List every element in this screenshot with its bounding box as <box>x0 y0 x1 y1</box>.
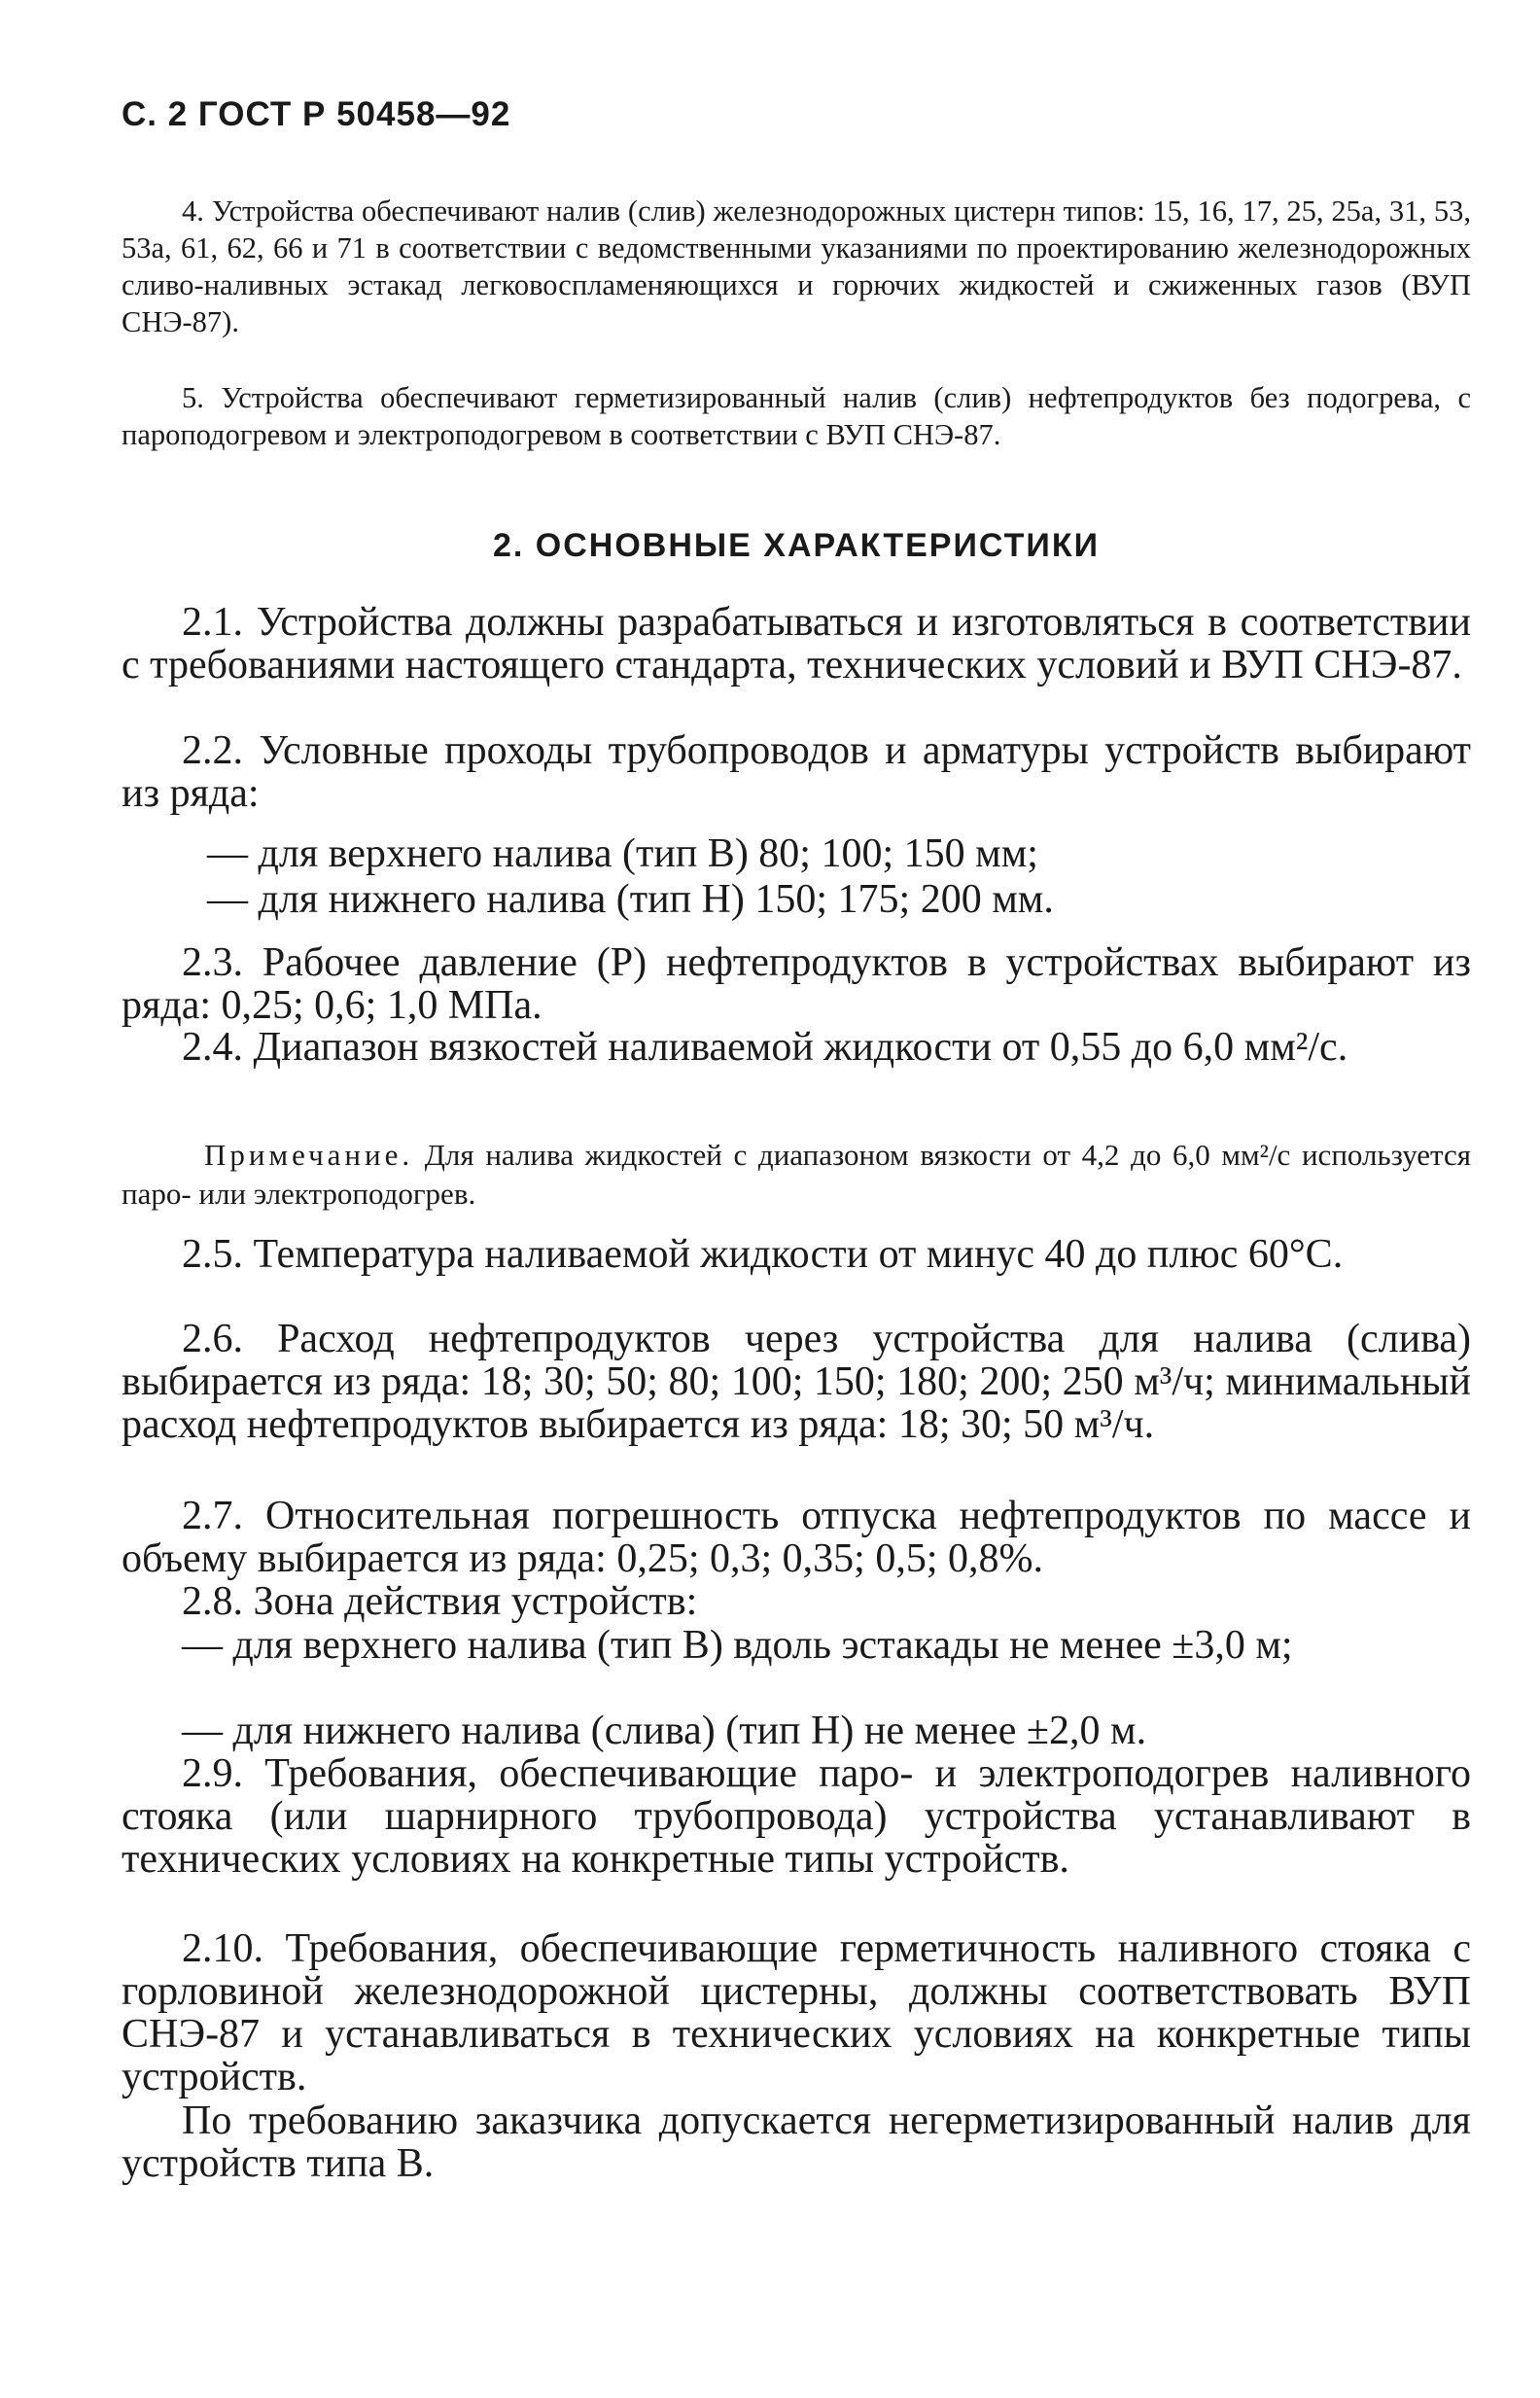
paragraph-2-10-b: По требованию заказчика допускается негерметизированный налив для устройств типа В. <box>122 2098 1471 2186</box>
paragraph-2-9: 2.9. Требования, обеспечивающие паро- и электроподогрев наливного стояка (или шарнирного трубопровода) устройства устанавливают в технических условиях на конкретные типы устройств. <box>122 1751 1471 1882</box>
note-label: Примечание. <box>204 1138 414 1172</box>
paragraph-4: 4. Устройства обеспечивают налив (слив) железнодорожных цистерн типов: 15, 16, 17, 25, 25а, 31, 53, 53а, 61, 62, 66 и 71 в соответствии с ведомственными указаниями по проектированию железнодорожных сливо-наливных эстакад легковоспламеняющихся и горючих жидкостей и сжиженных газов (ВУП СНЭ-87). <box>122 194 1471 338</box>
paragraph-2-7: 2.7. Относительная погрешность отпуска нефтепродуктов по массе и объему выбирается из ряда: 0,25; 0,3; 0,35; 0,5; 0,8%. <box>122 1494 1471 1581</box>
paragraph-2-6: 2.6. Расход нефтепродуктов через устройства для налива (слива) выбирается из ряда: 18; 30; 50; 80; 100; 150; 180; 200; 250 м³/ч; минимальный расход нефтепродуктов выбирается из ряда: 18; 30; 50 м³/ч. <box>122 1317 1471 1447</box>
paragraph-2-2: 2.2. Условные проходы трубопроводов и арматуры устройств выбирают из ряда: <box>122 728 1471 816</box>
note <box>122 1136 1471 1214</box>
paragraph-2-8: 2.8. Зона действия устройств: <box>182 1579 698 1624</box>
running-head: С. 2 ГОСТ Р 50458—92 <box>122 95 511 133</box>
paragraph-2-2-item-a: — для верхнего налива (тип В) 80; 100; 150 мм; <box>207 831 1038 876</box>
paragraph-2-1: 2.1. Устройства должны разрабатываться и изготовляться в соответствии с требованиями настоящего стандарта, технических условий и ВУП СНЭ-87. <box>122 600 1471 688</box>
paragraph-2-4: 2.4. Диапазон вязкостей наливаемой жидкости от 0,55 до 6,0 мм²/с. <box>182 1025 1348 1070</box>
note-text: Для налива жидкостей с диапазоном вязкости от 4,2 до 6,0 мм²/с используется паро- или электроподогрев. <box>122 1138 1471 1211</box>
paragraph-2-3: 2.3. Рабочее давление (Р) нефтепродуктов в устройствах выбирают из ряда: 0,25; 0,6; 1,0 МПа. <box>122 940 1471 1028</box>
paragraph-2-10: 2.10. Требования, обеспечивающие герметичность наливного стояка с горловиной железнодорожной цистерны, должны соответствовать ВУП СНЭ-87 и устанавливаться в технических условиях на конкретные типы устройств. <box>122 1926 1471 2099</box>
paragraph-2-2-item-b: — для нижнего налива (тип Н) 150; 175; 200 мм. <box>207 877 1054 922</box>
paragraph-2-8-item-b: — для нижнего налива (слива) (тип Н) не менее ±2,0 м. <box>182 1709 1147 1753</box>
paragraph-2-8-item-a: — для верхнего налива (тип В) вдоль эстакады не менее ±3,0 м; <box>182 1623 1293 1668</box>
paragraph-5: 5. Устройства обеспечивают герметизированный налив (слив) нефтепродуктов без подогрева, с пароподогревом и электроподогревом в соответствии с ВУП СНЭ-87. <box>122 381 1471 451</box>
paragraph-2-5: 2.5. Температура наливаемой жидкости от минус 40 до плюс 60°С. <box>182 1232 1344 1277</box>
section-title: 2. ОСНОВНЫЕ ХАРАКТЕРИСТИКИ <box>492 527 1101 564</box>
